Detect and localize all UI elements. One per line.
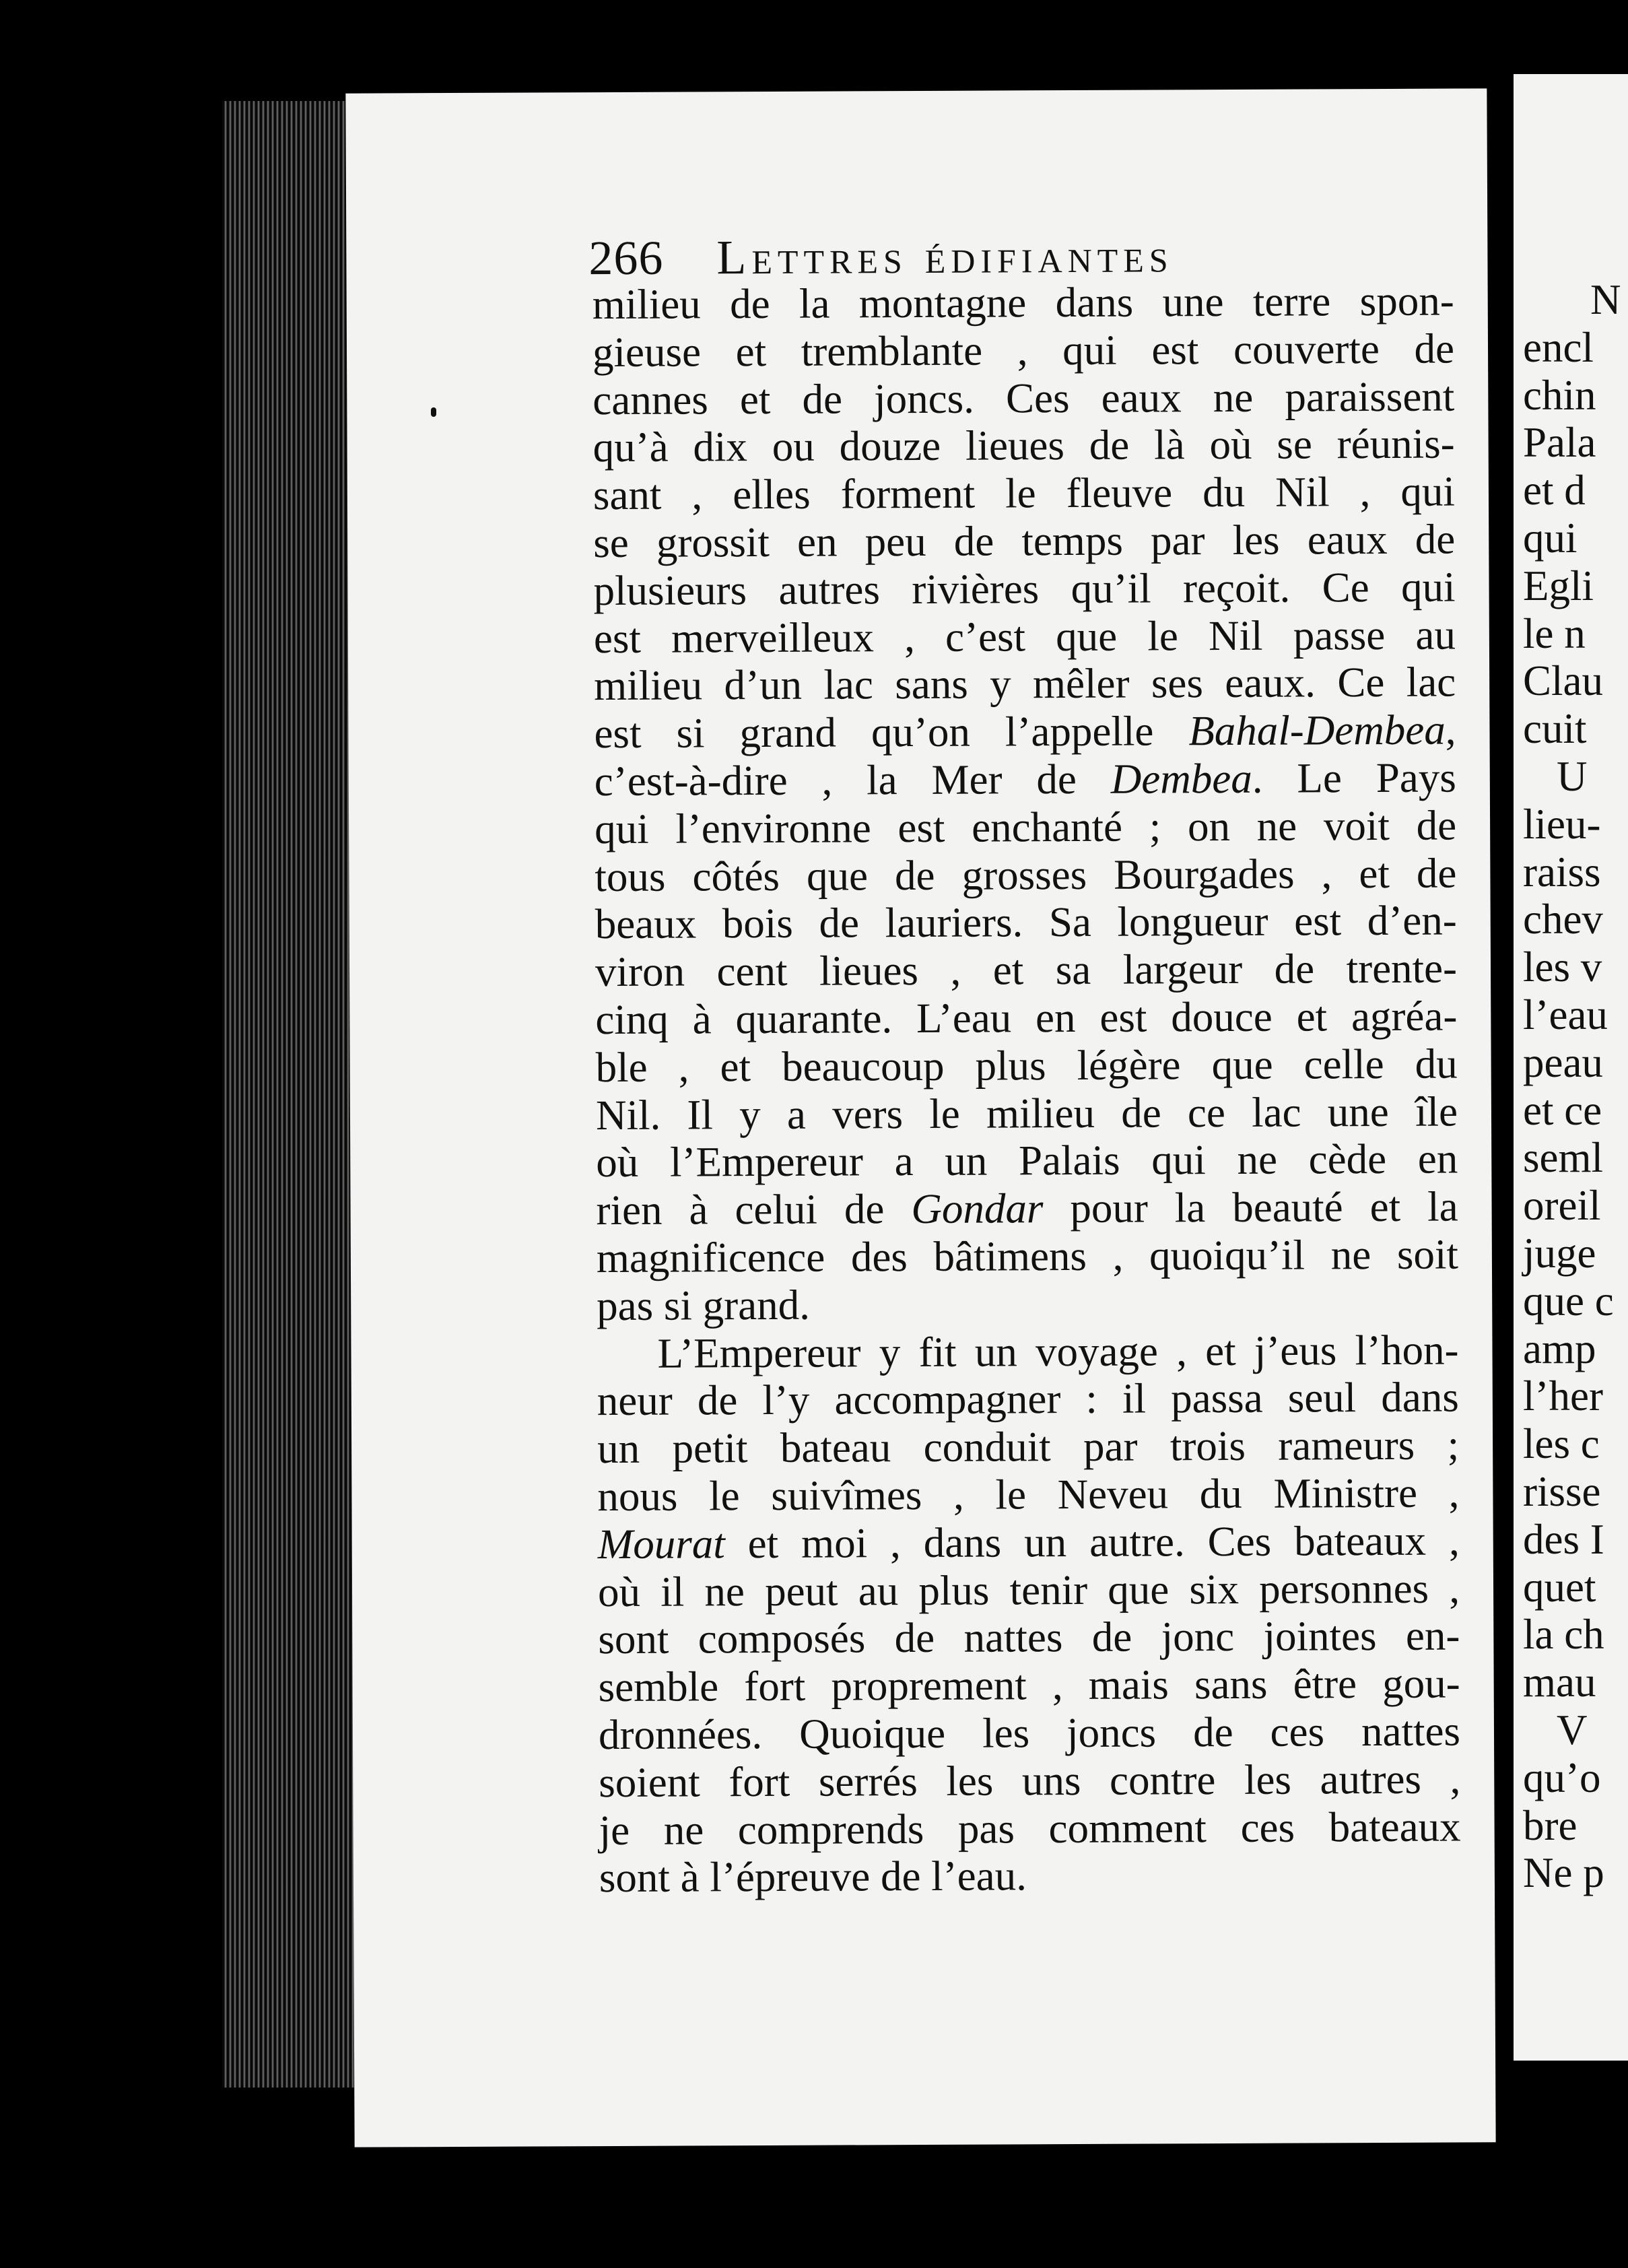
text-line: milieu d’un lac sans y mêler ses eaux. Ce lac [594, 658, 1456, 710]
text-line: dronnées. Quoique les joncs de ces nattes [598, 1707, 1461, 1759]
text-line: viron cent lieues , et sa largeur de trente- [595, 944, 1458, 996]
fragment-line: seml [1523, 1134, 1603, 1182]
fragment-line: risse [1523, 1467, 1601, 1515]
fragment-line: quet [1523, 1563, 1596, 1611]
text-line: semble fort proprement , mais sans être gou- [598, 1659, 1460, 1711]
text-line [598, 1516, 1460, 1568]
fragment-line: et ce [1523, 1086, 1602, 1134]
fragment-line: raiss [1523, 848, 1601, 896]
fragment-line: Pala [1523, 419, 1596, 467]
text-line: cannes et de joncs. Ces eaux ne paraissent [592, 372, 1455, 424]
text-line: sont composés de nattes de jonc jointes en- [598, 1611, 1460, 1663]
fragment-line: peau [1523, 1038, 1603, 1086]
text-segment: , [1445, 706, 1456, 754]
fragment-line: mau [1523, 1659, 1596, 1706]
fragment-line: Clau [1523, 657, 1603, 705]
text-line: milieu de la montagne dans une terre spon- [592, 277, 1454, 329]
text-line: cinq à quarante. L’eau en est douce et agréa- [595, 992, 1458, 1044]
fragment-line: bre [1523, 1801, 1578, 1849]
fragment-line: cuit [1523, 705, 1587, 753]
fragment-line: Egli [1523, 562, 1594, 609]
right-page-text-fragments [1523, 276, 1621, 1897]
fragment-line: V [1557, 1706, 1588, 1754]
text-segment: est si grand qu’on l’appelle [594, 707, 1189, 758]
ink-speck [431, 407, 436, 417]
fragment-line: Ne p [1523, 1849, 1604, 1897]
fragment-line: U [1557, 752, 1588, 800]
fragment-line: chin [1523, 371, 1596, 419]
text-line: qui l’environne est enchanté ; on ne voit de [594, 801, 1457, 853]
running-header [588, 228, 1174, 286]
place-name: Gondar [911, 1185, 1044, 1233]
fragment-line: oreil [1523, 1182, 1601, 1230]
fragment-line: chev [1523, 896, 1603, 943]
text-segment: pour la beauté et la [1043, 1182, 1458, 1232]
fragment-line: que c [1523, 1277, 1614, 1325]
text-line: nous le suivîmes , le Neveu du Ministre , [597, 1469, 1460, 1521]
place-name: Bahal-Dembea [1188, 706, 1446, 755]
page-number: 266 [588, 230, 664, 286]
fragment-line: juge [1523, 1229, 1596, 1277]
text-line [595, 754, 1456, 805]
text-line: où l’Empereur a un Palais qui ne cède en [596, 1135, 1458, 1187]
fragment-line: lieu- [1523, 800, 1601, 848]
text-segment: et moi , dans un autre. Ces bateaux , [724, 1516, 1460, 1567]
person-name: Mourat [597, 1519, 725, 1568]
text-line: est merveilleux , c’est que le Nil passe au [593, 611, 1456, 662]
fragment-line: l’eau [1523, 991, 1608, 1038]
text-line: ble , et beaucoup plus légère que celle du [595, 1040, 1458, 1091]
text-line: magnificence des bâtimens , quoiqu’il ne soit [596, 1230, 1459, 1282]
text-segment: . Le Pays [1252, 754, 1456, 802]
fragment-line: N [1590, 276, 1621, 323]
text-line: qu’à dix ou douze lieues de là où se réunis- [592, 420, 1455, 471]
text-segment: rien à celui de [596, 1185, 912, 1234]
fragment-line: la ch [1523, 1611, 1604, 1659]
text-line: sont à l’épreuve de l’eau. [599, 1852, 1027, 1902]
text-line: Nil. Il y a vers le milieu de ce lac une île [595, 1088, 1458, 1139]
running-title: Lettres édifiantes [716, 228, 1174, 285]
text-line: soient fort serrés les uns contre les autres , [599, 1755, 1461, 1806]
text-line: un petit bateau conduit par trois rameurs ; [597, 1421, 1460, 1473]
text-line: se grossit en peu de temps par les eaux de [593, 515, 1456, 567]
fragment-line: qu’o [1523, 1754, 1601, 1801]
text-line: je ne comprends pas comment ces bateaux [599, 1803, 1461, 1854]
text-line [596, 1183, 1458, 1234]
left-page [345, 88, 1495, 2147]
fragment-line: encl [1523, 323, 1594, 371]
fragment-line: l’her [1523, 1372, 1603, 1420]
text-line: tous côtés que de grosses Bourgades , et de [595, 849, 1457, 900]
text-line: pas si grand. [597, 1281, 811, 1329]
text-line: neur de l’y accompagner : il passa seul dans [597, 1373, 1459, 1425]
text-segment: c’est-à-dire , la Mer de [594, 755, 1111, 805]
text-line: L’Empereur y fit un voyage , et j’eus l’hon- [657, 1326, 1459, 1377]
text-line: sant , elles forment le fleuve du Nil , qui [592, 467, 1456, 519]
fragment-line: des I [1523, 1515, 1604, 1563]
place-name: Dembea [1110, 754, 1252, 803]
text-line [594, 706, 1456, 758]
fragment-line: les c [1523, 1420, 1600, 1468]
fragment-line: amp [1523, 1325, 1596, 1372]
fragment-line: et d [1523, 467, 1586, 514]
fragment-line: qui [1523, 514, 1578, 562]
text-line: où il ne peut au plus tenir que six personnes , [597, 1564, 1460, 1615]
fragment-line: les v [1523, 943, 1602, 991]
text-line: plusieurs autres rivières qu’il reçoit. Ce qui [593, 563, 1456, 614]
body-text [592, 277, 1461, 1902]
text-line: gieuse et tremblante , qui est couverte de [592, 325, 1455, 376]
text-line: beaux bois de lauriers. Sa longueur est d’en- [595, 896, 1457, 948]
fragment-line: le n [1523, 609, 1586, 657]
